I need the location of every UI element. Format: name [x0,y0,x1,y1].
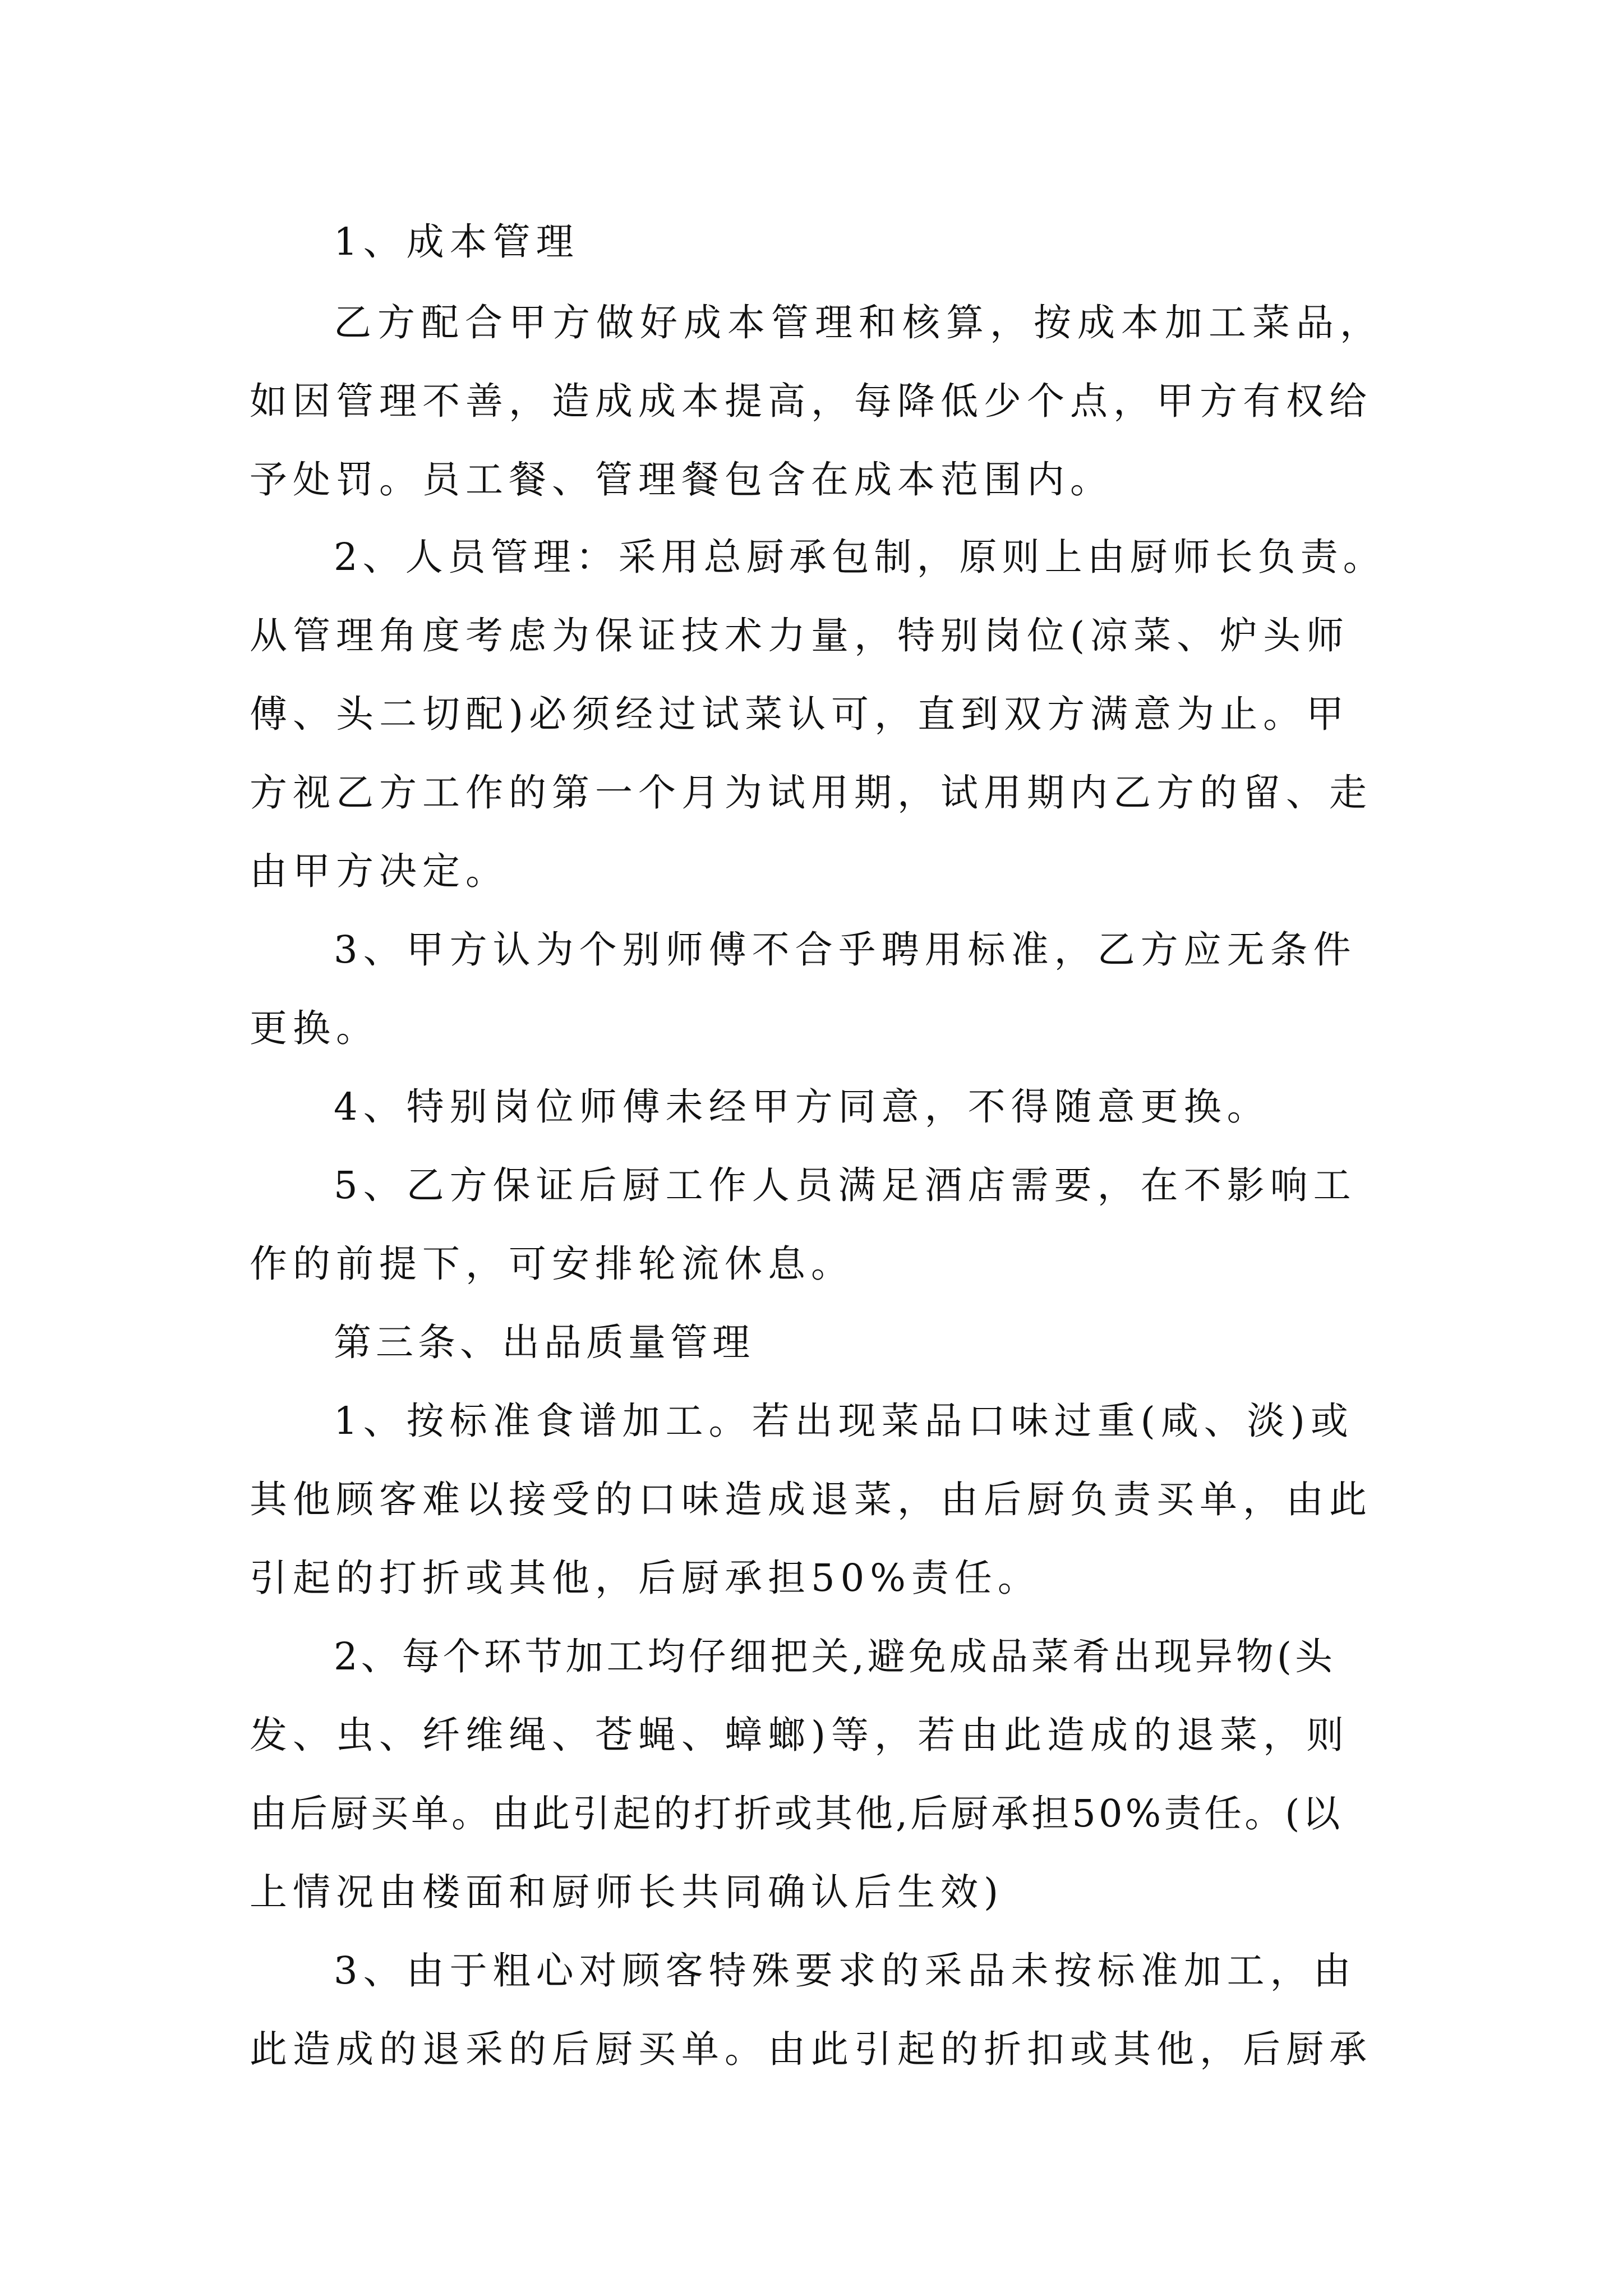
text-line: 如因管理不善，造成成本提高，每降低少个点，甲方有权给 [250,379,1372,423]
text-line: 1、成本管理 [334,220,579,264]
text-line: 2、每个环节加工均仔细把关,避免成品菜肴出现异物(头 [334,1635,1336,1678]
text-line: 引起的打折或其他，后厨承担50%责任。 [250,1556,1041,1600]
text-line: 发、虫、纤维绳、苍蝇、蟑螂)等，若由此造成的退菜，则 [250,1713,1350,1757]
text-line: 4、特别岗位师傅未经甲方同意，不得随意更换。 [334,1085,1270,1129]
text-line: 从管理角度考虑为保证技术力量，特别岗位(凉菜、炉头师 [250,614,1350,657]
text-line: 作的前提下，可安排轮流休息。 [250,1242,854,1286]
text-line: 上情况由楼面和厨师长共同确认后生效) [250,1870,1004,1914]
text-line: 由甲方决定。 [250,849,509,893]
text-line: 3、甲方认为个别师傅不合乎聘用标准，乙方应无条件 [334,928,1357,972]
text-line: 由后厨买单。由此引起的打折或其他,后厨承担50%责任。(以 [250,1792,1343,1835]
text-line: 1、按标准食谱加工。若出现菜品口味过重(咸、淡)或 [334,1399,1354,1443]
text-line: 其他顾客难以接受的口味造成退菜，由后厨负责买单，由此 [250,1478,1372,1521]
text-line: 第三条、出品质量管理 [334,1320,754,1364]
text-line: 5、乙方保证后厨工作人员满足酒店需要，在不影响工 [334,1163,1357,1207]
text-line: 方视乙方工作的第一个月为试用期，试用期内乙方的留、走 [250,771,1372,815]
text-line: 此造成的退采的后厨买单。由此引起的折扣或其他，后厨承 [250,2027,1372,2071]
text-line: 予处罚。员工餐、管理餐包含在成本范围内。 [250,458,1113,501]
text-line: 傅、头二切配)必须经过试菜认可，直到双方满意为止。甲 [250,692,1350,736]
text-line: 乙方配合甲方做好成本管理和核算，按成本加工菜品， [334,301,1384,344]
text-line: 2、人员管理：采用总厨承包制，原则上由厨师长负责。 [334,535,1386,579]
text-line: 3、由于粗心对顾客特殊要求的采品未按标准加工，由 [334,1949,1357,1993]
text-line: 更换。 [250,1006,379,1050]
